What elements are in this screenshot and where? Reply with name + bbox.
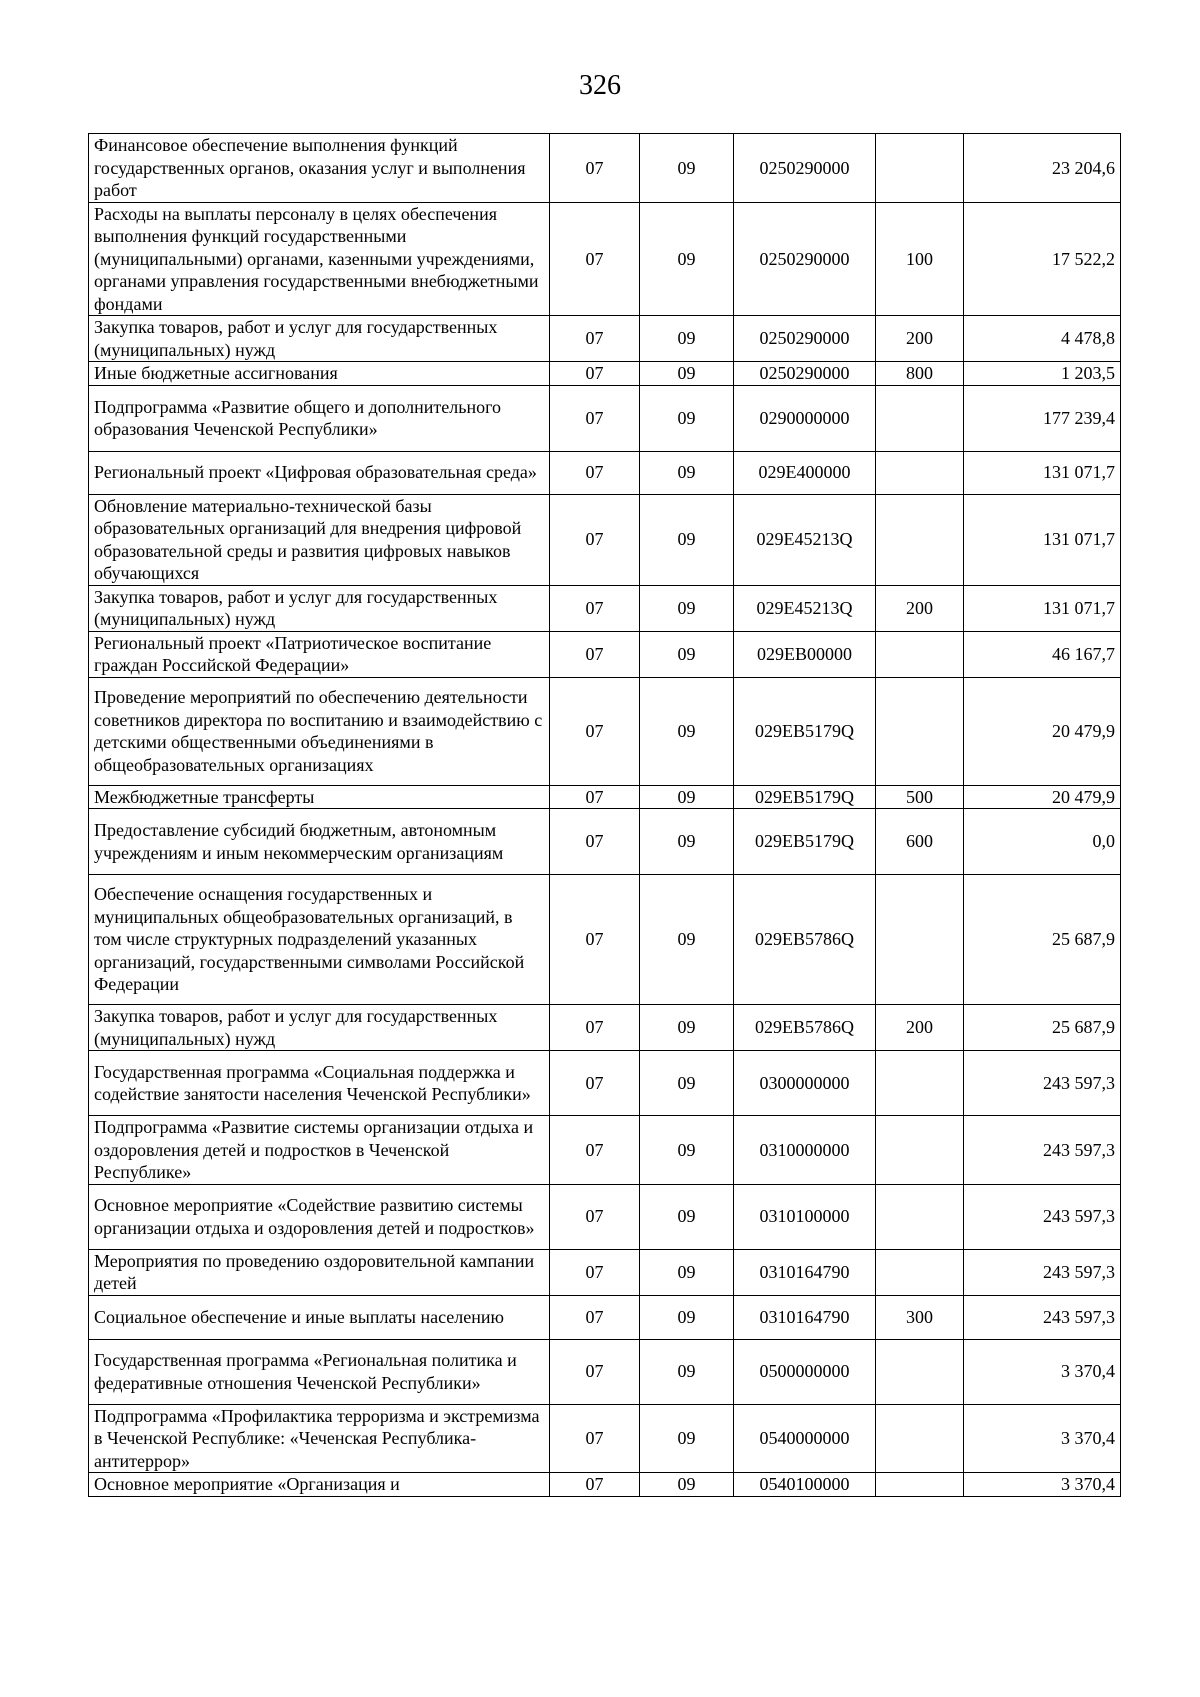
amount-cell: 243 597,3	[964, 1249, 1121, 1295]
expense-type-cell	[876, 1249, 964, 1295]
row-name-cell: Мероприятия по проведению оздоровительной кампании детей	[89, 1249, 550, 1295]
subsection-code-cell: 09	[640, 1295, 734, 1339]
table-row	[89, 1295, 1121, 1339]
target-article-cell: 0500000000	[734, 1339, 876, 1404]
amount-cell: 131 071,7	[964, 585, 1121, 631]
expense-type-cell: 800	[876, 362, 964, 386]
amount-cell: 3 370,4	[964, 1404, 1121, 1473]
row-name-cell: Обновление материально-технической базы образовательных организаций для внедрения цифровой образовательной среды и развития цифровых навыков обучающихся	[89, 494, 550, 585]
expense-type-cell: 500	[876, 785, 964, 809]
row-name-cell: Закупка товаров, работ и услуг для государственных (муниципальных) нужд	[89, 1005, 550, 1051]
table-row	[89, 1051, 1121, 1116]
table-row	[89, 1116, 1121, 1185]
amount-cell: 3 370,4	[964, 1339, 1121, 1404]
target-article-cell: 029EB00000	[734, 631, 876, 677]
target-article-cell: 029E400000	[734, 451, 876, 494]
row-name-cell: Региональный проект «Цифровая образовательная среда»	[89, 451, 550, 494]
amount-cell: 243 597,3	[964, 1116, 1121, 1185]
target-article-cell: 029EB5786Q	[734, 875, 876, 1005]
row-name-cell: Подпрограмма «Профилактика терроризма и экстремизма в Чеченской Республике: «Чеченская Республика-антитеррор»	[89, 1404, 550, 1473]
subsection-code-cell: 09	[640, 677, 734, 785]
subsection-code-cell: 09	[640, 1005, 734, 1051]
row-name-cell: Межбюджетные трансферты	[89, 785, 550, 809]
subsection-code-cell: 09	[640, 362, 734, 386]
table-row	[89, 134, 1121, 203]
budget-table	[88, 133, 1121, 1497]
amount-cell: 25 687,9	[964, 1005, 1121, 1051]
row-name-cell: Основное мероприятие «Содействие развитию системы организации отдыха и оздоровления детей и подростков»	[89, 1184, 550, 1249]
section-code-cell: 07	[550, 1184, 640, 1249]
target-article-cell: 0250290000	[734, 202, 876, 316]
amount-cell: 17 522,2	[964, 202, 1121, 316]
row-name-cell: Проведение мероприятий по обеспечению деятельности советников директора по воспитанию и взаимодействию с детскими общественными объединениями в общеобразовательных организациях	[89, 677, 550, 785]
row-name-cell: Региональный проект «Патриотическое воспитание граждан Российской Федерации»	[89, 631, 550, 677]
amount-cell: 177 239,4	[964, 385, 1121, 451]
subsection-code-cell: 09	[640, 1404, 734, 1473]
expense-type-cell: 300	[876, 1295, 964, 1339]
row-name-cell: Закупка товаров, работ и услуг для государственных (муниципальных) нужд	[89, 316, 550, 362]
expense-type-cell	[876, 1184, 964, 1249]
table-row	[89, 1473, 1121, 1497]
amount-cell: 243 597,3	[964, 1184, 1121, 1249]
section-code-cell: 07	[550, 451, 640, 494]
target-article-cell: 029EB5179Q	[734, 677, 876, 785]
subsection-code-cell: 09	[640, 1116, 734, 1185]
table-row	[89, 202, 1121, 316]
expense-type-cell	[876, 677, 964, 785]
expense-type-cell: 200	[876, 316, 964, 362]
row-name-cell: Социальное обеспечение и иные выплаты населению	[89, 1295, 550, 1339]
section-code-cell: 07	[550, 362, 640, 386]
subsection-code-cell: 09	[640, 134, 734, 203]
subsection-code-cell: 09	[640, 451, 734, 494]
table-row	[89, 1005, 1121, 1051]
target-article-cell: 029EB5179Q	[734, 785, 876, 809]
target-article-cell: 0300000000	[734, 1051, 876, 1116]
table-row	[89, 316, 1121, 362]
table-row	[89, 1249, 1121, 1295]
table-row	[89, 785, 1121, 809]
section-code-cell: 07	[550, 494, 640, 585]
expense-type-cell	[876, 385, 964, 451]
subsection-code-cell: 09	[640, 1051, 734, 1116]
section-code-cell: 07	[550, 134, 640, 203]
expense-type-cell	[876, 875, 964, 1005]
row-name-cell: Основное мероприятие «Организация и	[89, 1473, 550, 1497]
amount-cell: 20 479,9	[964, 677, 1121, 785]
expense-type-cell	[876, 1473, 964, 1497]
expense-type-cell: 600	[876, 809, 964, 875]
row-name-cell: Закупка товаров, работ и услуг для государственных (муниципальных) нужд	[89, 585, 550, 631]
section-code-cell: 07	[550, 1116, 640, 1185]
expense-type-cell	[876, 134, 964, 203]
section-code-cell: 07	[550, 1339, 640, 1404]
table-row	[89, 875, 1121, 1005]
table-row	[89, 677, 1121, 785]
target-article-cell: 0540100000	[734, 1473, 876, 1497]
row-name-cell: Государственная программа «Региональная политика и федеративные отношения Чеченской Республики»	[89, 1339, 550, 1404]
subsection-code-cell: 09	[640, 585, 734, 631]
expense-type-cell: 200	[876, 1005, 964, 1051]
target-article-cell: 029E45213Q	[734, 585, 876, 631]
subsection-code-cell: 09	[640, 809, 734, 875]
target-article-cell: 029E45213Q	[734, 494, 876, 585]
table-row	[89, 362, 1121, 386]
section-code-cell: 07	[550, 875, 640, 1005]
expense-type-cell: 100	[876, 202, 964, 316]
section-code-cell: 07	[550, 1473, 640, 1497]
expense-type-cell	[876, 1051, 964, 1116]
subsection-code-cell: 09	[640, 785, 734, 809]
section-code-cell: 07	[550, 1005, 640, 1051]
section-code-cell: 07	[550, 585, 640, 631]
section-code-cell: 07	[550, 1404, 640, 1473]
amount-cell: 23 204,6	[964, 134, 1121, 203]
section-code-cell: 07	[550, 202, 640, 316]
target-article-cell: 029EB5786Q	[734, 1005, 876, 1051]
row-name-cell: Подпрограмма «Развитие системы организации отдыха и оздоровления детей и подростков в Чеченской Республике»	[89, 1116, 550, 1185]
target-article-cell: 0540000000	[734, 1404, 876, 1473]
row-name-cell: Расходы на выплаты персоналу в целях обеспечения выполнения функций государственными (муниципальными) органами, казенными учреждениями, органами управления государственными внебюджетными фондами	[89, 202, 550, 316]
row-name-cell: Подпрограмма «Развитие общего и дополнительного образования Чеченской Республики»	[89, 385, 550, 451]
subsection-code-cell: 09	[640, 1473, 734, 1497]
amount-cell: 131 071,7	[964, 494, 1121, 585]
section-code-cell: 07	[550, 1295, 640, 1339]
table-row	[89, 585, 1121, 631]
amount-cell: 243 597,3	[964, 1295, 1121, 1339]
subsection-code-cell: 09	[640, 316, 734, 362]
expense-type-cell	[876, 1404, 964, 1473]
table-row	[89, 631, 1121, 677]
row-name-cell: Предоставление субсидий бюджетным, автономным учреждениям и иным некоммерческим организациям	[89, 809, 550, 875]
section-code-cell: 07	[550, 809, 640, 875]
expense-type-cell	[876, 631, 964, 677]
table-row	[89, 494, 1121, 585]
table-row	[89, 385, 1121, 451]
target-article-cell: 0250290000	[734, 316, 876, 362]
section-code-cell: 07	[550, 785, 640, 809]
target-article-cell: 0310164790	[734, 1295, 876, 1339]
section-code-cell: 07	[550, 631, 640, 677]
section-code-cell: 07	[550, 316, 640, 362]
row-name-cell: Государственная программа «Социальная поддержка и содействие занятости населения Чеченской Республики»	[89, 1051, 550, 1116]
budget-table-body	[89, 134, 1121, 1497]
subsection-code-cell: 09	[640, 202, 734, 316]
expense-type-cell	[876, 451, 964, 494]
target-article-cell: 0250290000	[734, 134, 876, 203]
amount-cell: 20 479,9	[964, 785, 1121, 809]
subsection-code-cell: 09	[640, 875, 734, 1005]
row-name-cell: Обеспечение оснащения государственных и муниципальных общеобразовательных организаций, в том числе структурных подразделений указанных организаций, государственными символами Российской Федерации	[89, 875, 550, 1005]
page-number: 326	[579, 70, 621, 101]
expense-type-cell	[876, 1116, 964, 1185]
target-article-cell: 0250290000	[734, 362, 876, 386]
table-row	[89, 1339, 1121, 1404]
section-code-cell: 07	[550, 677, 640, 785]
amount-cell: 25 687,9	[964, 875, 1121, 1005]
amount-cell: 3 370,4	[964, 1473, 1121, 1497]
target-article-cell: 0290000000	[734, 385, 876, 451]
amount-cell: 46 167,7	[964, 631, 1121, 677]
section-code-cell: 07	[550, 1249, 640, 1295]
table-row	[89, 451, 1121, 494]
table-row	[89, 1184, 1121, 1249]
target-article-cell: 0310164790	[734, 1249, 876, 1295]
amount-cell: 4 478,8	[964, 316, 1121, 362]
subsection-code-cell: 09	[640, 1339, 734, 1404]
subsection-code-cell: 09	[640, 1184, 734, 1249]
subsection-code-cell: 09	[640, 631, 734, 677]
subsection-code-cell: 09	[640, 494, 734, 585]
amount-cell: 1 203,5	[964, 362, 1121, 386]
table-row	[89, 809, 1121, 875]
subsection-code-cell: 09	[640, 385, 734, 451]
section-code-cell: 07	[550, 1051, 640, 1116]
amount-cell: 243 597,3	[964, 1051, 1121, 1116]
expense-type-cell	[876, 1339, 964, 1404]
section-code-cell: 07	[550, 385, 640, 451]
expense-type-cell	[876, 494, 964, 585]
target-article-cell: 0310100000	[734, 1184, 876, 1249]
target-article-cell: 0310000000	[734, 1116, 876, 1185]
subsection-code-cell: 09	[640, 1249, 734, 1295]
row-name-cell: Иные бюджетные ассигнования	[89, 362, 550, 386]
target-article-cell: 029EB5179Q	[734, 809, 876, 875]
amount-cell: 131 071,7	[964, 451, 1121, 494]
table-row	[89, 1404, 1121, 1473]
amount-cell: 0,0	[964, 809, 1121, 875]
row-name-cell: Финансовое обеспечение выполнения функций государственных органов, оказания услуг и выполнения работ	[89, 134, 550, 203]
expense-type-cell: 200	[876, 585, 964, 631]
